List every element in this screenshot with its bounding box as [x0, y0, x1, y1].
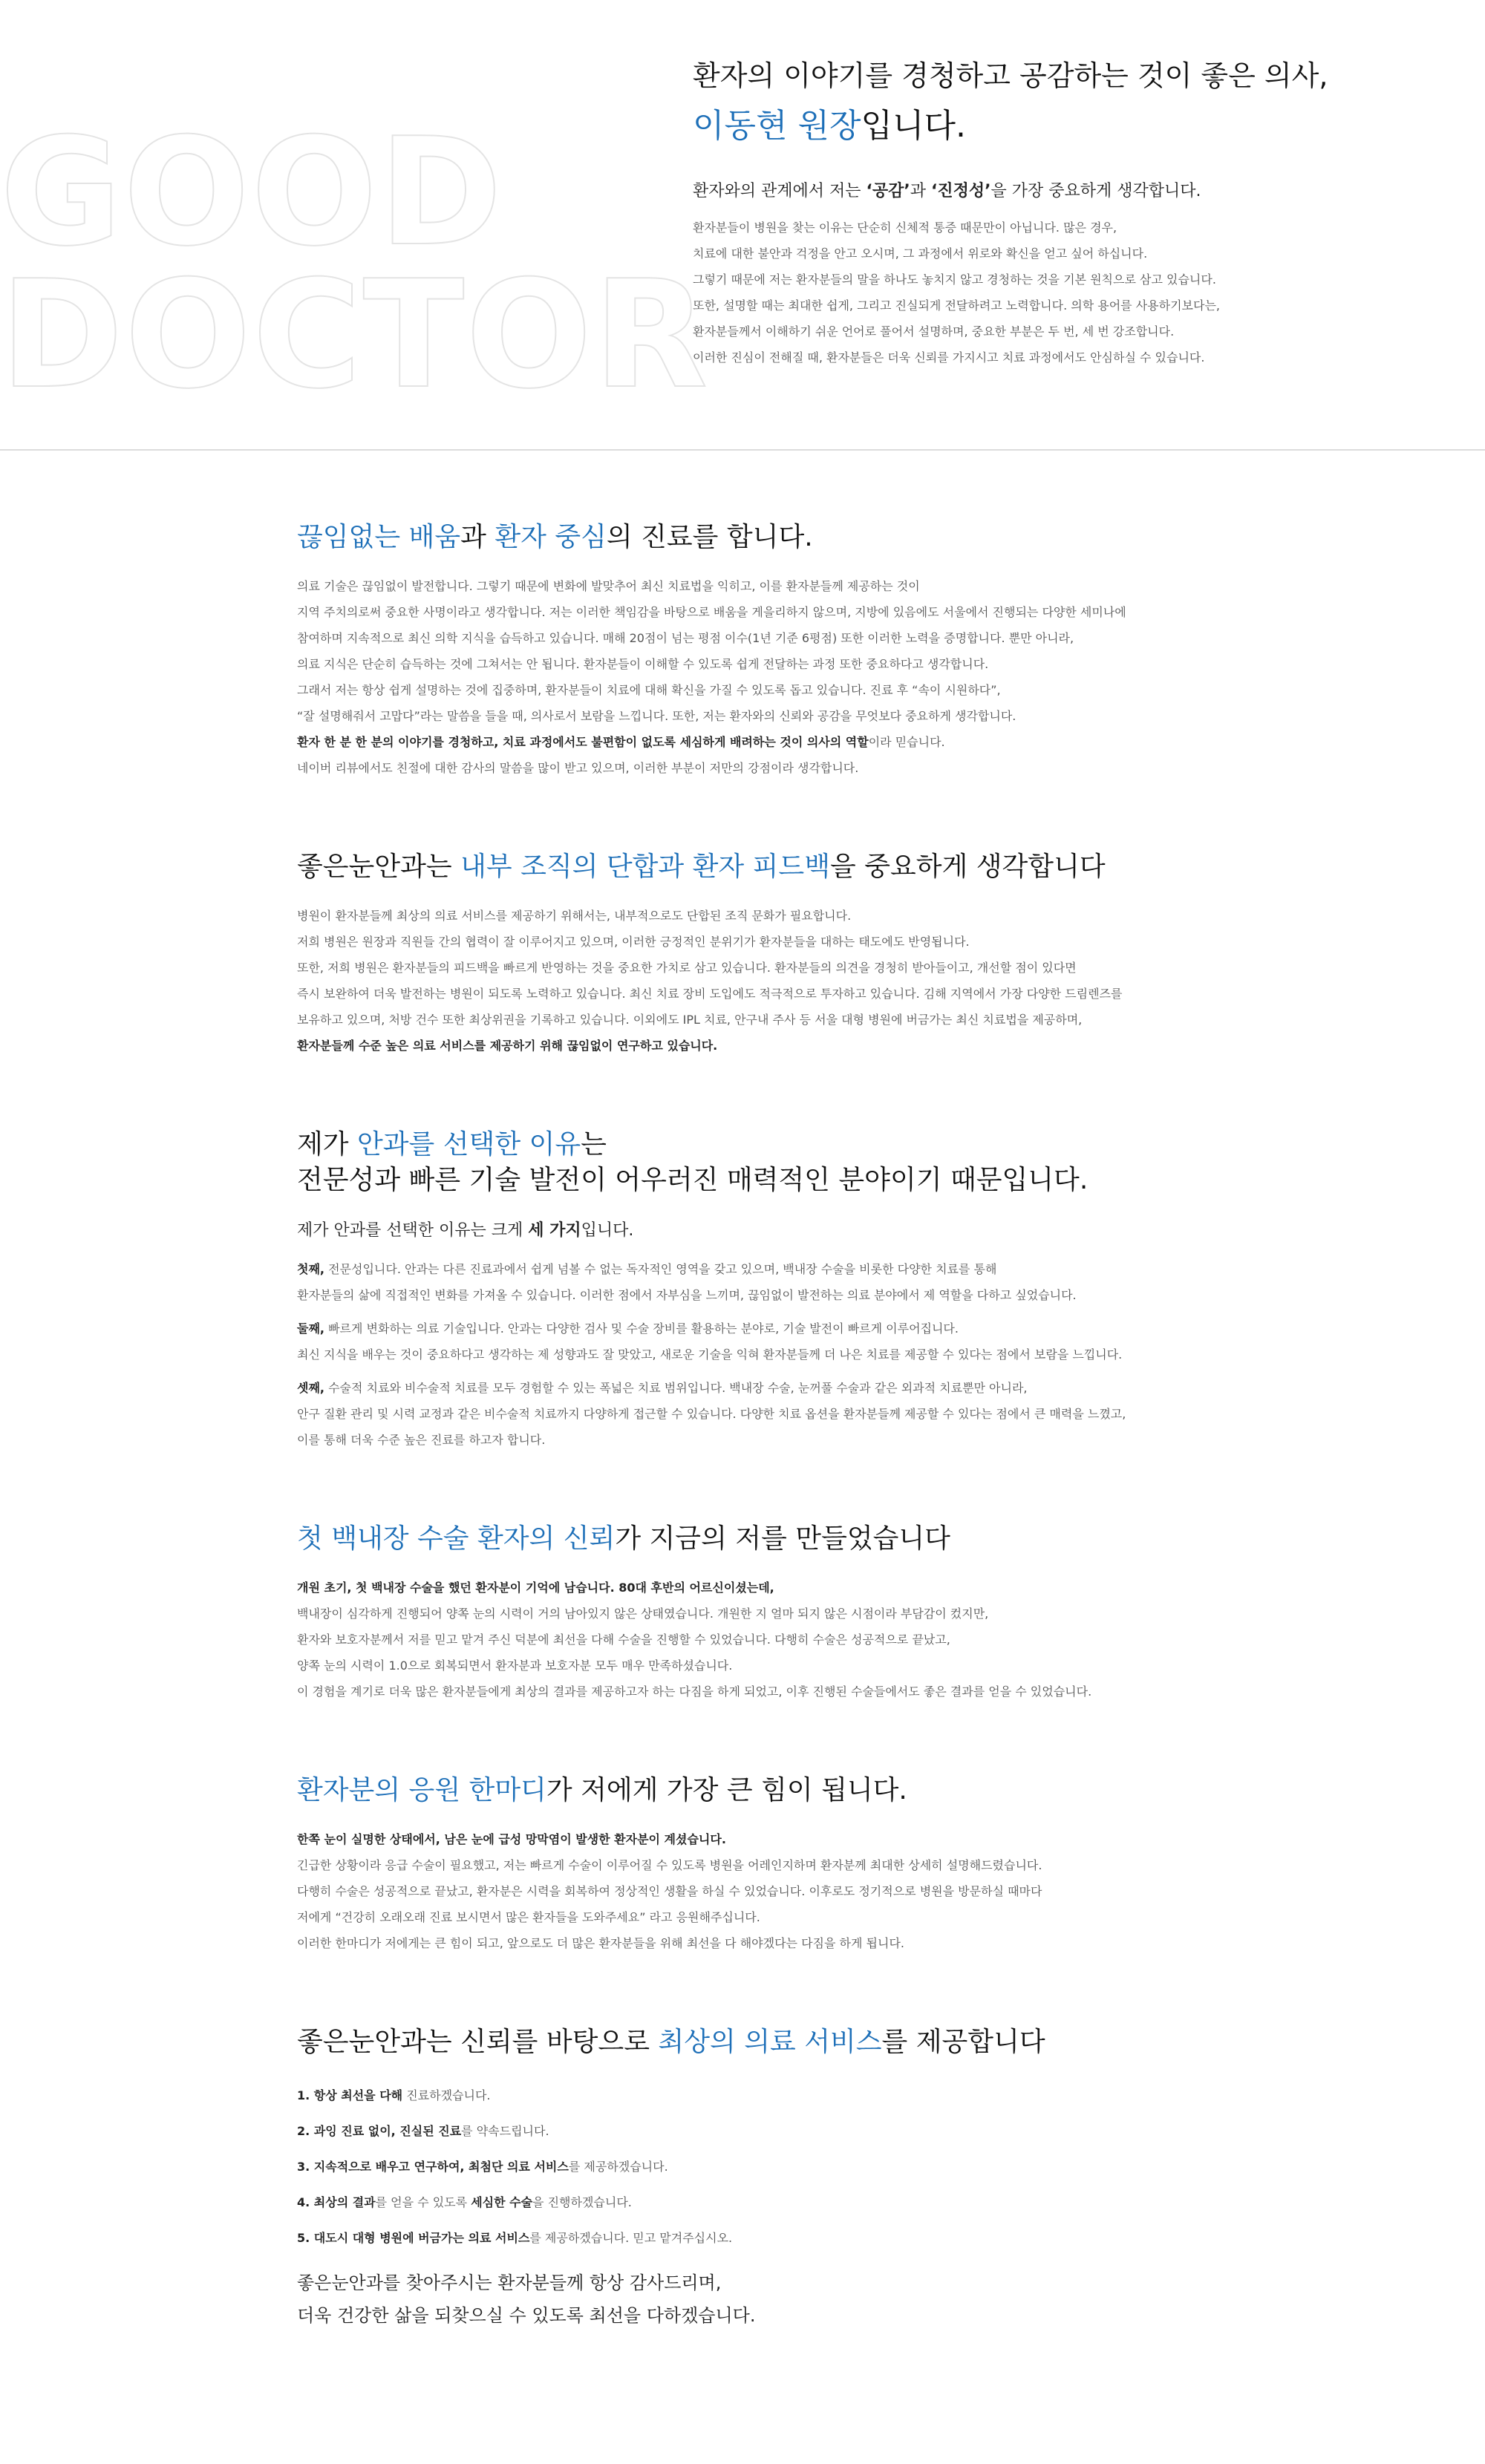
- paragraph-line: 양쪽 눈의 시력이 1.0으로 회복되면서 환자분과 보호자분 모두 매우 만족하셨습니다.: [297, 1659, 733, 1673]
- text: 를 얻을 수 있도록: [375, 2195, 471, 2209]
- promise-item: [297, 2220, 1188, 2256]
- paragraph-line: 지역 주치의로써 중요한 사명이라고 생각합니다. 저는 이러한 책임감을 바탕으로 배움을 게을리하지 않으며, 지방에 있음에도 서울에서 진행되는 다양한 세미나에: [297, 605, 1126, 619]
- bold-text: 환자 한 분 한 분의 이야기를 경청하고, 치료 과정에서도 불편함이 없도록 세심하게 배려하는 것이 의사의 역할: [297, 735, 869, 749]
- section-title: [297, 1521, 1188, 1557]
- paragraph-line: 환자분들의 삶에 직접적인 변화를 가져올 수 있습니다. 이러한 점에서 자부심을 느끼며, 끊임없이 발전하는 의료 분야에서 제 역할을 다하고 싶었습니다.: [297, 1288, 1077, 1302]
- text: 을 진행하겠습니다.: [532, 2195, 632, 2209]
- bold-text: 5. 대도시 대형 병원에 버금가는 의료 서비스: [297, 2231, 530, 2245]
- subtitle-text: 을 가장 중요하게 생각합니다.: [990, 182, 1201, 200]
- paragraph-line: [297, 1256, 1188, 1282]
- content-area: [297, 520, 1188, 2332]
- section-patient-support: [297, 1773, 1188, 1956]
- subtitle-text: 환자와의 관계에서 저는: [693, 182, 866, 200]
- paragraph-line-bold: 한쪽 눈이 실명한 상태에서, 남은 눈에 급성 망막염이 발생한 환자분이 계셨습니다.: [297, 1832, 726, 1846]
- title-text: 가 지금의 저를 만들었습니다: [615, 1523, 950, 1554]
- text: 수술적 치료와 비수술적 치료를 모두 경험할 수 있는 폭넓은 치료 범위입니다. 백내장 수술, 눈꺼풀 수술과 같은 외과적 치료뿐만 아니라,: [324, 1381, 1028, 1395]
- paragraph-line: 병원이 환자분들께 최상의 의료 서비스를 제공하기 위해서는, 내부적으로도 단합된 조직 문화가 필요합니다.: [297, 909, 852, 923]
- paragraph-line: 또한, 저희 병원은 환자분들의 피드백을 빠르게 반영하는 것을 중요한 가치로 삼고 있습니다. 환자분들의 의견을 경청히 받아들이고, 개선할 점이 있다면: [297, 961, 1077, 975]
- title-text: 는: [581, 1129, 607, 1160]
- section-title: [297, 1127, 1188, 1163]
- title-text: 를 제공합니다: [881, 2027, 1045, 2057]
- subtitle-bold: ‘진정성’: [931, 182, 991, 200]
- paragraph-line: 다행히 수술은 성공적으로 끝났고, 환자분은 시력을 회복하여 정상적인 생활을 하실 수 있었습니다. 이후로도 정기적으로 병원을 방문하실 때마다: [297, 1884, 1042, 1898]
- reason-label: 셋째,: [297, 1381, 324, 1395]
- promise-item: [297, 2114, 1188, 2149]
- title-text: 좋은눈안과는: [297, 852, 461, 882]
- title-highlight: 환자분의 응원 한마디: [297, 1775, 546, 1805]
- hero-line: 또한, 설명할 때는 최대한 쉽게, 그리고 진실되게 전달하려고 노력합니다. 의학 용어를 사용하기보다는,: [693, 298, 1220, 313]
- doctor-name: 이동현 원장: [693, 107, 861, 145]
- title-text: 과: [460, 522, 495, 552]
- section-divider: [0, 449, 1485, 451]
- paragraph-line: 의료 기술은 끊임없이 발전합니다. 그렇기 때문에 변화에 발맞추어 최신 치료법을 익히고, 이를 환자분들께 제공하는 것이: [297, 579, 920, 593]
- paragraph-line: 네이버 리뷰에서도 친절에 대한 감사의 말씀을 많이 받고 있으며, 이러한 부분이 저만의 강점이라 생각합니다.: [297, 761, 859, 775]
- paragraph-line: 이러한 한마디가 저에게는 큰 힘이 되고, 앞으로도 더 많은 환자분들을 위해 최선을 다 해야겠다는 다짐을 하게 됩니다.: [297, 1936, 904, 1950]
- paragraph-line: 저희 병원은 원장과 직원들 간의 협력이 잘 이루어지고 있으며, 이러한 긍정적인 분위기가 환자분들을 대하는 태도에도 반영됩니다.: [297, 935, 970, 949]
- text: 제가 안과를 선택한 이유는 크게: [297, 1221, 529, 1240]
- section-title: [297, 1773, 1188, 1808]
- section-title: [297, 849, 1188, 885]
- title-highlight: 환자 중심: [495, 522, 607, 552]
- text: 전문성입니다. 안과는 다른 진료과에서 쉽게 넘볼 수 없는 독자적인 영역을 갖고 있으며, 백내장 수술을 비롯한 다양한 치료를 통해: [324, 1262, 997, 1276]
- text: 이라 믿습니다.: [868, 735, 945, 749]
- hero-line: 그렇기 때문에 저는 환자분들의 말을 하나도 놓치지 않고 경청하는 것을 기본 원칙으로 삼고 있습니다.: [693, 272, 1216, 287]
- promise-item: [297, 2078, 1188, 2114]
- lead-text: [297, 1216, 1188, 1246]
- promise-item: [297, 2185, 1188, 2220]
- paragraph-line-bold: 환자분들께 수준 높은 의료 서비스를 제공하기 위해 끊임없이 연구하고 있습니다.: [297, 1039, 718, 1053]
- subtitle-bold: ‘공감’: [866, 182, 910, 200]
- paragraph-line: 이를 통해 더욱 수준 높은 진료를 하고자 합니다.: [297, 1433, 546, 1447]
- paragraph-line: [297, 729, 1188, 755]
- title-highlight: 내부 조직의 단합과 환자 피드백: [460, 852, 830, 882]
- bg-word-doctor: DOCTOR: [0, 249, 710, 422]
- hero-title: 환자의 이야기를 경청하고 공감하는 것이 좋은 의사,: [693, 59, 1328, 92]
- text: 입니다.: [581, 1221, 634, 1240]
- hero-title-suffix: 입니다.: [861, 107, 967, 145]
- title-text: 가 저에게 가장 큰 힘이 됩니다.: [546, 1775, 907, 1805]
- hero-line: 치료에 대한 불안과 걱정을 안고 오시며, 그 과정에서 위로와 확신을 얻고 싶어 하십니다.: [693, 246, 1148, 261]
- paragraph-line: 환자와 보호자분께서 저를 믿고 맡겨 주신 덕분에 최선을 다해 수술을 진행할 수 있었습니다. 다행히 수술은 성공적으로 끝났고,: [297, 1633, 950, 1647]
- bold-text: 세심한 수술: [471, 2195, 533, 2209]
- paragraph-line: 긴급한 상황이라 응급 수술이 필요했고, 저는 빠르게 수술이 이루어질 수 있도록 병원을 어레인지하며 환자분께 최대한 상세히 설명해드렸습니다.: [297, 1858, 1042, 1872]
- paragraph-line: 보유하고 있으며, 처방 건수 또한 최상위권을 기록하고 있습니다. 이외에도 IPL 치료, 안구내 주사 등 서울 대형 병원에 버금가는 최신 치료법을 제공하며,: [297, 1013, 1083, 1027]
- paragraph-line: 백내장이 심각하게 진행되어 양쪽 눈의 시력이 거의 남아있지 않은 상태였습니다. 개원한 지 얼마 되지 않은 시점이라 부담감이 컸지만,: [297, 1607, 989, 1621]
- bold-text: 2. 과잉 진료 없이, 진실된 진료: [297, 2124, 462, 2138]
- hero-line: 환자분들이 병원을 찾는 이유는 단순히 신체적 통증 때문만이 아닙니다. 많은 경우,: [693, 220, 1117, 235]
- title-highlight: 끊임없는 배움: [297, 522, 461, 552]
- section-title: [297, 520, 1188, 555]
- section-promise: [297, 2025, 1188, 2332]
- promise-item: [297, 2149, 1188, 2185]
- section-teamwork: [297, 849, 1188, 1059]
- bold-text: 세 가지: [528, 1221, 581, 1240]
- title-text: 을 중요하게 생각합니다: [829, 852, 1106, 882]
- title-highlight: 첫 백내장 수술 환자의 신뢰: [297, 1523, 616, 1554]
- section-title: [297, 2025, 1188, 2060]
- title-highlight: 안과를 선택한 이유: [357, 1129, 581, 1160]
- hero-subtitle: [693, 178, 1435, 201]
- text: 빠르게 변화하는 의료 기술입니다. 안과는 다양한 검사 및 수술 장비를 활용하는 분야로, 기술 발전이 빠르게 이루어집니다.: [324, 1321, 959, 1336]
- paragraph-line: [297, 1375, 1188, 1401]
- closing-line: 더욱 건강한 삶을 되찾으실 수 있도록 최선을 다하겠습니다.: [297, 2305, 756, 2326]
- section-title-line2: 전문성과 빠른 기술 발전이 어우러진 매력적인 분야이기 때문입니다.: [297, 1165, 1089, 1195]
- bold-text: 1. 항상 최선을 다해: [297, 2088, 403, 2102]
- paragraph-line: 안구 질환 관리 및 시력 교정과 같은 비수술적 치료까지 다양하게 접근할 수 있습니다. 다양한 치료 옵션을 환자분들께 제공할 수 있다는 점에서 큰 매력을 느꼈고,: [297, 1407, 1126, 1421]
- title-text: 좋은눈안과는 신뢰를 바탕으로: [297, 2027, 659, 2057]
- reason-label: 둘째,: [297, 1321, 324, 1336]
- subtitle-text: 과: [910, 182, 931, 200]
- title-highlight: 최상의 의료 서비스: [658, 2027, 882, 2057]
- bold-text: 4. 최상의 결과: [297, 2195, 376, 2209]
- paragraph-line: 그래서 저는 항상 쉽게 설명하는 것에 집중하며, 환자분들이 치료에 대해 확신을 가질 수 있도록 돕고 있습니다. 진료 후 “속이 시원하다”,: [297, 683, 1001, 697]
- paragraph-line: 저에게 “건강히 오래오래 진료 보시면서 많은 환자들을 도와주세요” 라고 응원해주십니다.: [297, 1910, 760, 1924]
- paragraph-line: 최신 지식을 배우는 것이 중요하다고 생각하는 제 성향과도 잘 맞았고, 새로운 기술을 익혀 환자분들께 더 나은 치료를 제공할 수 있다는 점에서 보람을 느낍니다.: [297, 1347, 1123, 1362]
- paragraph-line-bold: 개원 초기, 첫 백내장 수술을 했던 환자분이 기억에 남습니다. 80대 후반의 어르신이셨는데,: [297, 1581, 774, 1595]
- text: 를 약속드립니다.: [461, 2124, 549, 2138]
- hero-section: [0, 0, 1485, 449]
- hero-line: 환자분들께서 이해하기 쉬운 언어로 풀어서 설명하며, 중요한 부분은 두 번, 세 번 강조합니다.: [693, 324, 1175, 339]
- text: 를 제공하겠습니다.: [568, 2160, 668, 2174]
- title-text: 제가: [297, 1129, 357, 1160]
- title-text: 의 진료를 합니다.: [606, 522, 813, 552]
- bold-text: 3. 지속적으로 배우고 연구하여, 최첨단 의료 서비스: [297, 2160, 569, 2174]
- paragraph-line: “잘 설명해줘서 고맙다”라는 말씀을 들을 때, 의사로서 보람을 느낍니다. 또한, 저는 환자와의 신뢰와 공감을 무엇보다 중요하게 생각합니다.: [297, 709, 1016, 723]
- paragraph-line: 이 경험을 계기로 더욱 많은 환자분들에게 최상의 결과를 제공하고자 하는 다짐을 하게 되었고, 이후 진행된 수술들에서도 좋은 결과를 얻을 수 있었습니다.: [297, 1684, 1092, 1699]
- section-first-cataract: [297, 1521, 1188, 1705]
- paragraph-line: [297, 1316, 1188, 1342]
- text: 진료하겠습니다.: [402, 2088, 491, 2102]
- closing-line: 좋은눈안과를 찾아주시는 환자분들께 항상 감사드리며,: [297, 2272, 722, 2293]
- paragraph-line: 의료 지식은 단순히 습득하는 것에 그쳐서는 안 됩니다. 환자분들이 이해할 수 있도록 쉽게 전달하는 과정 또한 중요하다고 생각합니다.: [297, 657, 989, 671]
- section-why-ophthalmology: [297, 1127, 1188, 1453]
- hero-line: 이러한 진심이 전해질 때, 환자분들은 더욱 신뢰를 가지시고 치료 과정에서도 안심하실 수 있습니다.: [693, 350, 1205, 365]
- bg-word-good: GOOD: [0, 106, 504, 279]
- section-learning: [297, 520, 1188, 781]
- hero-title-name: [693, 98, 1435, 154]
- paragraph-line: 참여하며 지속적으로 최신 의학 지식을 습득하고 있습니다. 매해 20점이 넘는 평점 이수(1년 기준 6평점) 또한 이러한 노력을 증명합니다. 뿐만 아니라,: [297, 631, 1074, 645]
- text: 를 제공하겠습니다. 믿고 맡겨주십시오.: [529, 2231, 733, 2245]
- hero-text: [693, 53, 1435, 370]
- paragraph-line: 즉시 보완하여 더욱 발전하는 병원이 되도록 노력하고 있습니다. 최신 치료 장비 도입에도 적극적으로 투자하고 있습니다. 김해 지역에서 가장 다양한 드림렌즈를: [297, 987, 1123, 1001]
- reason-label: 첫째,: [297, 1262, 324, 1276]
